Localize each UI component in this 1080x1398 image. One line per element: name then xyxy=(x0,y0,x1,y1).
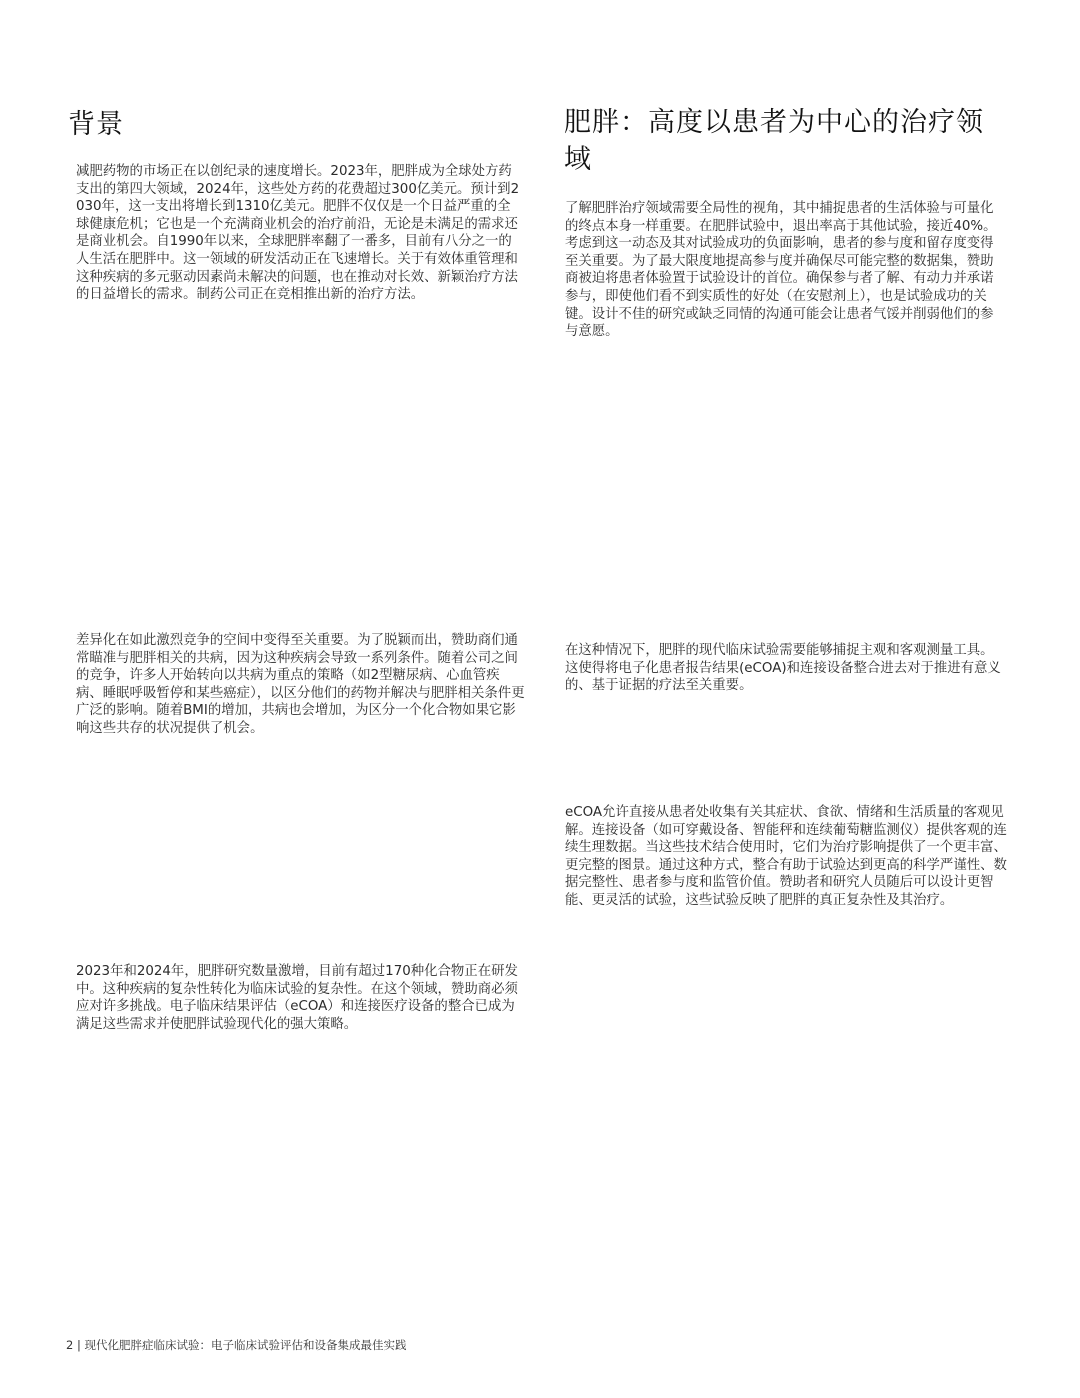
paragraph-research-surge: 2023年和2024年，肥胖研究数量激增，目前有超过170种化合物正在研发中。这种疾病的复杂性转化为临床试验的复杂性。在这个领域，赞助商必须应对许多挑战。电子临床结果评估（eCOA）和连接医疗设备的整合已成为满足这些需求并使肥胖试验现代化的强大策略。 xyxy=(76,964,518,1032)
paragraph-holistic-view: 了解肥胖治疗领域需要全局性的视角，其中捕捉患者的生活体验与可量化的终点本身一样重要。在肥胖试验中，退出率高于其他试验，接近40%。考虑到这一动态及其对试验成功的负面影响，患者的参与度和留存度变得至关重要。为了最大限度地提高参与度并确保尽可能完整的数据集，赞助商被迫将患者体验置于试验设计的首位。确保参与者了解、有动力并承诺参与，即使他们看不到实质性的好处（在安慰剂上），也是试验成功的关键。设计不佳的研究或缺乏同情的沟通可能会让患者气馁并削弱他们的参与意愿。 xyxy=(565,201,997,340)
page-footer: 2 | 现代化肥胖症临床试验：电子临床试验评估和设备集成最佳实践 xyxy=(66,1338,407,1352)
paragraph-ecoa-benefits: eCOA允许直接从患者处收集有关其症状、食欲、情绪和生活质量的客观见解。连接设备（如可穿戴设备、智能秤和连续葡萄糖监测仪）提供客观的连续生理数据。当这些技术结合使用时，它们为治疗影响提供了一个更丰富、更完整的图景。通过这种方式，整合有助于试验达到更高的科学严谨性、数据完整性、患者参与度和监管价值。赞助者和研究人员随后可以设计更智能、更灵活的试验，这些试验反映了肥胖的真正复杂性及其治疗。 xyxy=(565,805,1007,908)
paragraph-modern-trials: 在这种情况下，肥胖的现代临床试验需要能够捕捉主观和客观测量工具。这使得将电子化患者报告结果(eCOA)和连接设备整合进去对于推进有意义的、基于证据的疗法至关重要。 xyxy=(565,643,1001,694)
paragraph-market-growth: 减肥药物的市场正在以创纪录的速度增长。2023年，肥胖成为全球处方药支出的第四大领域，2024年，这些处方药的花费超过300亿美元。预计到2030年，这一支出将增长到1310亿美元。肥胖不仅仅是一个日益严重的全球健康危机；它也是一个充满商业机会的治疗前沿，无论是未满足的需求还是商业机会。自1990年以来，全球肥胖率翻了一番多，目前有八分之一的人生活在肥胖中。这一领域的研发活动正在飞速增长。关于有效体重管理和这种疾病的多元驱动因素尚未解决的问题，也在推动对长效、新颖治疗方法的日益增长的需求。制药公司正在竞相推出新的治疗方法。 xyxy=(76,164,520,303)
section-heading-patient-centric: 肥胖：高度以患者为中心的治疗领域 xyxy=(564,107,984,175)
paragraph-differentiation: 差异化在如此激烈竞争的空间中变得至关重要。为了脱颖而出，赞助商们通常瞄准与肥胖相关的共病，因为这种疾病会导致一系列条件。随着公司之间的竞争，许多人开始转向以共病为重点的策略（如2型糖尿病、心血管疾病、睡眠呼吸暂停和某些癌症），以区分他们的药物并解决与肥胖相关条件更广泛的影响。随着BMI的增加，共病也会增加，为区分一个化合物如果它影响这些共存的状况提供了机会。 xyxy=(76,633,525,736)
section-heading-background: 背景 xyxy=(68,109,124,140)
